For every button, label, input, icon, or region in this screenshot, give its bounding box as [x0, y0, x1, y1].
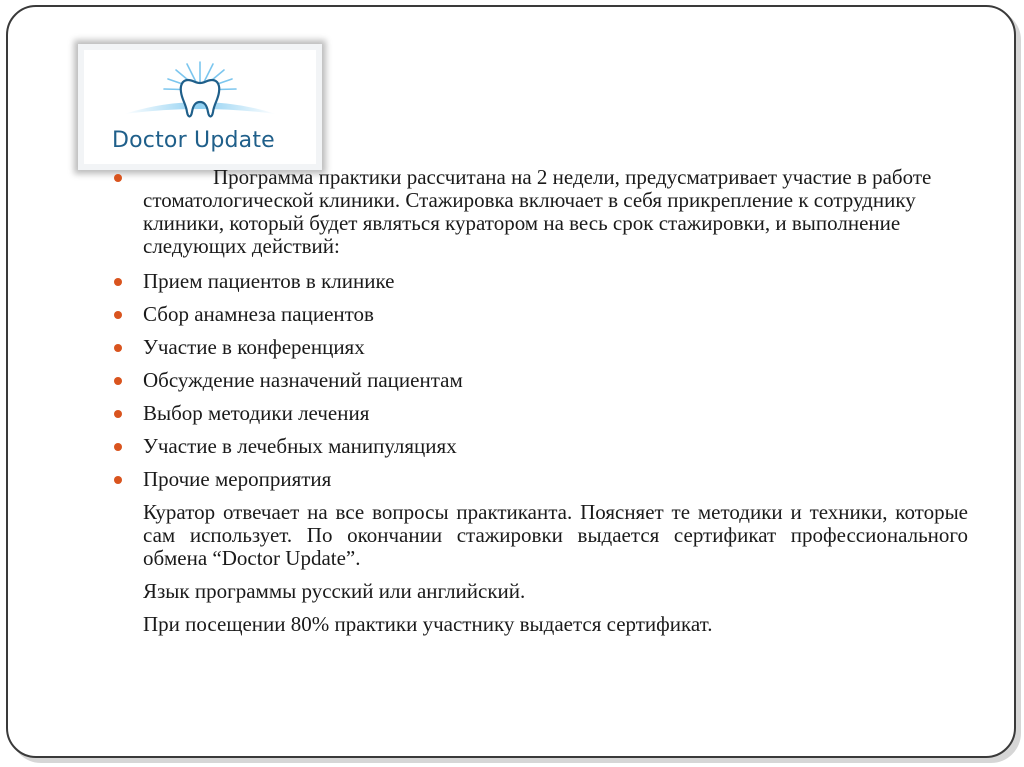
- logo-panel: [84, 50, 316, 164]
- list-item-text: Участие в конференциях: [143, 335, 365, 359]
- intro-text: Программа практики рассчитана на 2 недели, предусматривает участие в работе стоматологической клиники. Стажировка включает в себя прикрепление к сотруднику клиники, который будет являться куратором на весь срок стажировки, и выполнение следующих действий:: [143, 165, 932, 258]
- list-item: [108, 402, 968, 425]
- list-item-text: Прочие мероприятия: [143, 467, 332, 491]
- curator-paragraph: [108, 501, 968, 570]
- list-item: [108, 369, 968, 392]
- list-item: [108, 303, 968, 326]
- certificate-text: При посещении 80% практики участнику выдается сертификат.: [143, 612, 713, 636]
- list-item-text: Обсуждение назначений пациентам: [143, 368, 463, 392]
- list-item: [108, 435, 968, 458]
- list-item-text: Сбор анамнеза пациентов: [143, 302, 374, 326]
- slide-content: [108, 166, 968, 636]
- logo-text: Doctor Update: [112, 128, 275, 153]
- list-item-text: Прием пациентов в клинике: [143, 269, 395, 293]
- language-text: Язык программы русский или английский.: [143, 579, 526, 603]
- language-paragraph: [108, 580, 968, 603]
- curator-text: Куратор отвечает на все вопросы практиканта. Поясняет те методики и техники, которые сам использует. По окончании стажировки выдается сертификат профессионального обмена “Doctor Update”.: [143, 500, 968, 570]
- doctor-update-logo: [78, 44, 322, 170]
- certificate-paragraph: [108, 613, 968, 636]
- list-item: [108, 270, 968, 293]
- list-item: [108, 336, 968, 359]
- list-item: [108, 468, 968, 491]
- list-item-text: Участие в лечебных манипуляциях: [143, 434, 457, 458]
- list-item-text: Выбор методики лечения: [143, 401, 370, 425]
- intro-paragraph: [108, 166, 968, 258]
